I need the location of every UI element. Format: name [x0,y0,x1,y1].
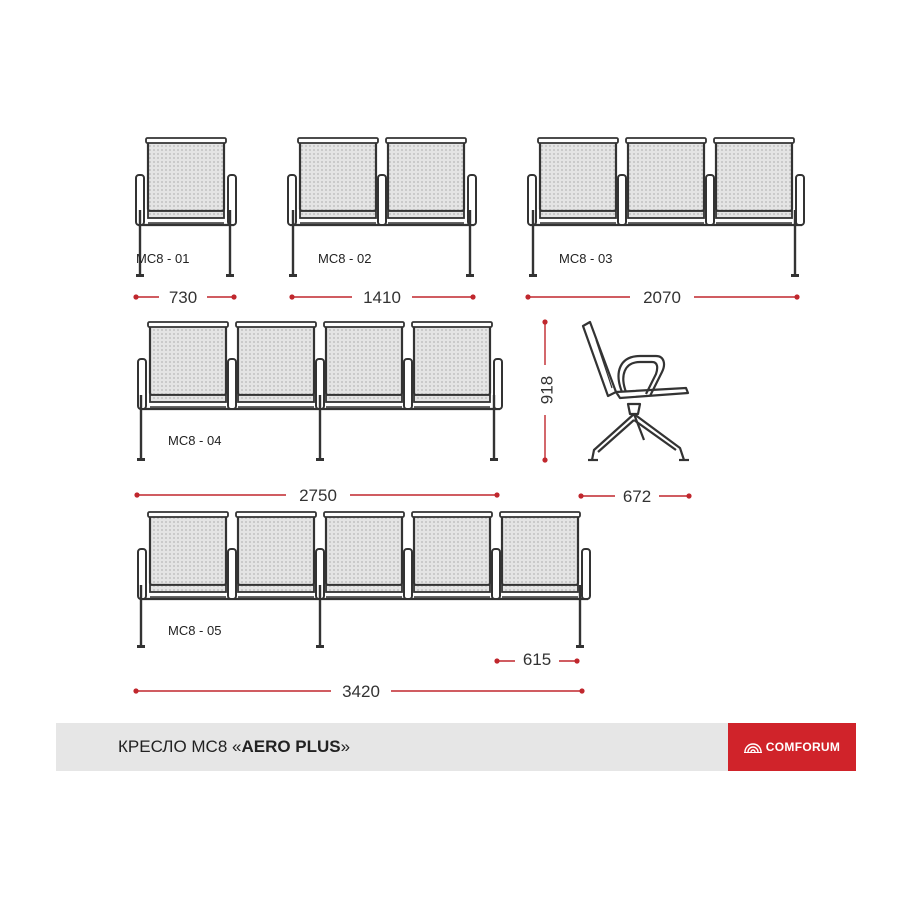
armrest [582,549,590,599]
dimension-endpoint [542,457,547,462]
seat-back [150,515,226,585]
seat-top-rail [324,322,404,327]
armrest [378,175,386,225]
seat-top-rail [412,322,492,327]
model-label-mc8-03: MC8 - 03 [559,251,613,266]
model-label-mc8-05: MC8 - 05 [168,623,222,638]
seat-cushion [148,211,224,218]
brand-logo [728,723,856,771]
seat-cushion [238,585,314,592]
model-label-mc8-01: MC8 - 01 [136,251,190,266]
seat-top-rail [386,138,466,143]
dimension-endpoint [794,294,799,299]
seat-back [326,515,402,585]
leg-foot [137,458,145,461]
seat-top-rail [714,138,794,143]
seat-back [238,325,314,395]
dimension-endpoint [289,294,294,299]
leg-foot [791,274,799,277]
dim-height: 918 [537,375,557,405]
dimension-endpoint [133,294,138,299]
seat-back [540,141,616,211]
leg-foot [316,645,324,648]
dimension-endpoint [231,294,236,299]
seat-cushion [326,395,402,402]
seat-back [414,325,490,395]
seat-back [502,515,578,585]
footer-bar [56,723,856,771]
dim-width-mc8-02: 1410 [363,288,401,307]
chair-mc8-02 [288,138,476,277]
armrest [404,359,412,409]
dim-width-mc8-05: 3420 [342,682,380,701]
seat-top-rail [236,322,316,327]
leg-foot [490,458,498,461]
dim-width-mc8-03: 2070 [643,288,681,307]
armrest [706,175,714,225]
side-view-chair [583,322,689,460]
product-title-suffix: » [340,737,351,756]
armrest [618,175,626,225]
product-name: AERO PLUS [241,737,341,756]
dimension-endpoint [134,492,139,497]
armrest [228,549,236,599]
seat-cushion [150,395,226,402]
seat-cushion [326,585,402,592]
seat-back [388,141,464,211]
armrest [404,549,412,599]
armrest [494,359,502,409]
seat-cushion [238,395,314,402]
leg-foot [289,274,297,277]
seat-top-rail [500,512,580,517]
dim-width-mc8-04: 2750 [299,486,337,505]
armrest [796,175,804,225]
leg-foot [529,274,537,277]
leg-foot [316,458,324,461]
dimension-endpoint [494,492,499,497]
seat-back [238,515,314,585]
seat-back [414,515,490,585]
seat-cushion [414,585,490,592]
seat-cushion [502,585,578,592]
seat-top-rail [298,138,378,143]
dimension-endpoint [574,658,579,663]
dimension-endpoint [686,493,691,498]
seat-top-rail [324,512,404,517]
seat-top-rail [148,512,228,517]
dimension-endpoint [470,294,475,299]
dimension-endpoint [542,319,547,324]
dimension-endpoint [494,658,499,663]
seat-top-rail [236,512,316,517]
dim-seat-pitch: 615 [522,650,552,669]
leg-foot [576,645,584,648]
product-title [118,737,350,757]
brand-name: COMFORUM [765,740,841,754]
seat-top-rail [146,138,226,143]
leg-foot [136,274,144,277]
dimension-endpoint [579,688,584,693]
seat-top-rail [148,322,228,327]
product-title-prefix: КРЕСЛО МС8 « [118,737,242,756]
seat-top-rail [538,138,618,143]
seat-cushion [628,211,704,218]
seat-back [326,325,402,395]
dimension-endpoint [525,294,530,299]
seat-top-rail [626,138,706,143]
model-label-mc8-04: MC8 - 04 [168,433,222,448]
seat-cushion [716,211,792,218]
seat-back [716,141,792,211]
seat-cushion [414,395,490,402]
seat-cushion [150,585,226,592]
seat-back [300,141,376,211]
seat-back [628,141,704,211]
dim-depth: 672 [622,487,652,506]
seat-cushion [540,211,616,218]
armrest [492,549,500,599]
seat-cushion [388,211,464,218]
model-label-mc8-02: MC8 - 02 [318,251,372,266]
leg-foot [226,274,234,277]
leg-foot [466,274,474,277]
brand-sunrise-icon [744,741,762,753]
seat-cushion [300,211,376,218]
dimension-endpoint [578,493,583,498]
dim-width-mc8-01: 730 [168,288,198,307]
dimension-endpoint [133,688,138,693]
armrest [228,359,236,409]
seat-back [148,141,224,211]
seat-top-rail [412,512,492,517]
leg-foot [137,645,145,648]
seat-back [150,325,226,395]
